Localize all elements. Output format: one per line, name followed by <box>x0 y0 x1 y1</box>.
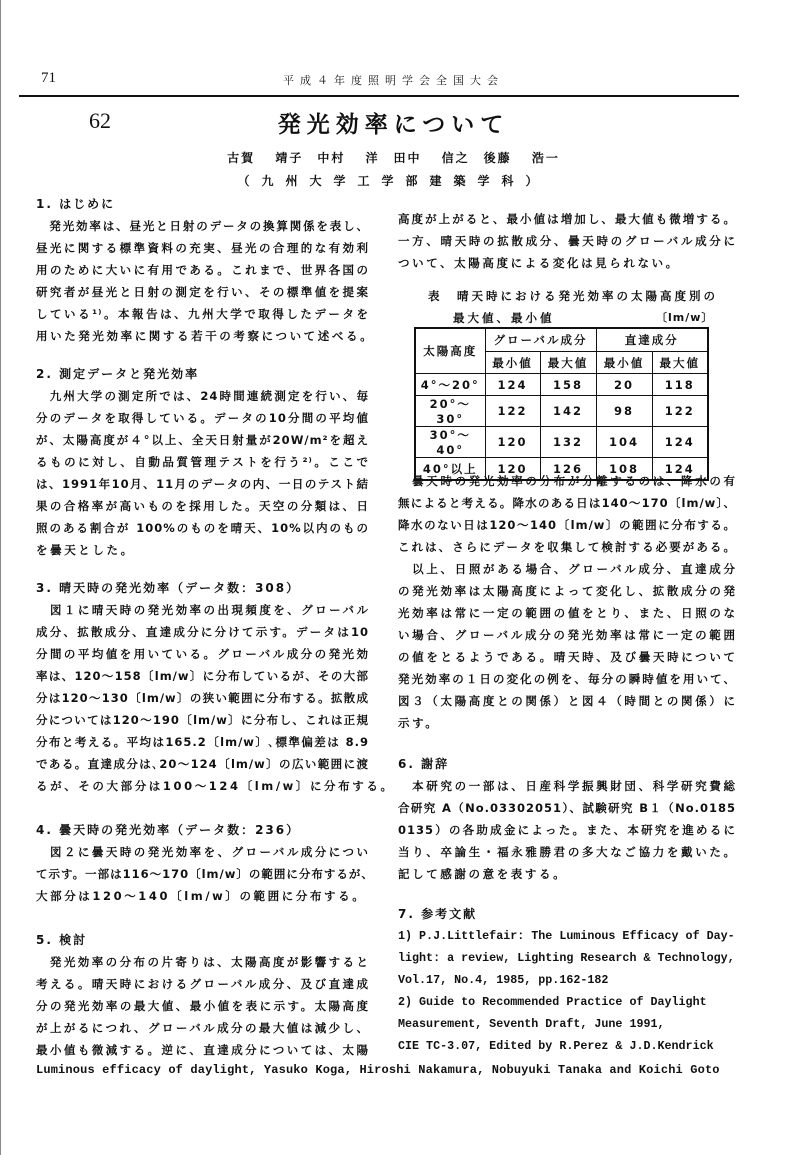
text-line: 0135）の各助成金によった。また、本研究を進めるに <box>398 823 736 837</box>
paper-title: 発光効率について <box>277 112 510 138</box>
text-line: 図１に晴天時の発光効率の出現頻度を、グローバル <box>36 603 369 617</box>
cell-g-max: 158 <box>540 374 596 396</box>
cell-altitude: 30°～40° <box>415 427 485 458</box>
text-line: 最小値も微減する。逆に、直達成分については、太陽 <box>36 1043 369 1057</box>
section-4 <box>36 819 374 907</box>
text-line: 用いた発光効率に関する若干の考察について述べる。 <box>36 329 375 343</box>
text-line: 以上、日照がある場合、グローバル成分、直達成分 <box>398 562 736 576</box>
affiliation: （九州大学工学部建築学科） <box>237 174 550 188</box>
text-line: 曇天時の発光効率の分布が分離するのは、降水の有 <box>398 474 736 488</box>
cell-g-max: 142 <box>540 396 596 427</box>
text-line: である。直達成分は､20～124〔lm/w〕の広い範囲に渡 <box>36 757 369 771</box>
efficacy-table <box>414 327 709 481</box>
text-line: 発光効率の１日の変化の例を、毎分の瞬時値を用いて、 <box>398 672 736 686</box>
cell-altitude: 40°以上 <box>415 458 485 481</box>
text-line: 分の発光効率の最大値、最小値を表に示す。太陽高度 <box>36 999 369 1013</box>
text-line: い場合、グローバル成分の発光効率は常に一定の範囲 <box>398 628 736 642</box>
text-line: 発光効率の分布の片寄りは、太陽高度が影響すると <box>36 955 369 969</box>
cell-d-max: 118 <box>652 374 708 396</box>
text-line: 図２に曇天時の発光効率を、グローバル成分につい <box>36 845 369 859</box>
header-direct: 直達成分 <box>596 328 708 352</box>
cell-d-min: 98 <box>596 396 652 427</box>
text-line: 無によると考える。降水のある日は140～170〔lm/w〕、 <box>398 496 736 510</box>
text-line: は、1991年10月、11月のデータの内、一日のテスト結 <box>36 477 369 491</box>
text-line: 用のために大いに有用である。これまで、世界各国の <box>36 263 369 277</box>
text-line: 果の合格率が高いものを採用した。天空の分類は、日 <box>36 499 369 513</box>
text-line: 合研究 A（No.03302051）、試験研究 B１（No.0185 <box>398 801 736 815</box>
table-caption: 表 晴天時における発光効率の太陽高度別の <box>428 289 718 303</box>
text-line: 昼光に関する標準資料の充実、昼光の合理的な有効利 <box>36 241 369 255</box>
text-line: 本研究の一部は、日産科学振興財団、科学研究費総 <box>398 779 736 793</box>
cell-g-min: 120 <box>485 458 540 481</box>
text-line: 光効率は常に一定の範囲の値をとり、また、日照のな <box>398 606 736 620</box>
reference-line: Vol.17, No.4, 1985, pp.162-182 <box>398 973 609 987</box>
section-5-continued <box>398 208 736 274</box>
section-1 <box>36 193 375 347</box>
text-line: が上がるにつれ、グローバル成分の最大値は減少し、 <box>36 1021 369 1035</box>
header-global: グローバル成分 <box>485 328 596 352</box>
text-line: るが、その大部分は100～124〔lm/w〕に分布する。 <box>36 779 395 793</box>
table-caption-line2: 最大値、最小値 <box>453 311 555 325</box>
cell-d-max: 122 <box>652 396 708 427</box>
authors: 古賀 靖子 中村 洋 田中 信之 後藤 浩一 <box>227 151 560 165</box>
table-unit: 〔lm/w〕 <box>656 311 714 324</box>
section-3 <box>36 577 395 797</box>
reference-line: 2) Guide to Recommended Practice of Daylight <box>398 995 707 1009</box>
header-altitude: 太陽高度 <box>415 328 485 374</box>
reference-line: 1) P.J.Littlefair: The Luminous Efficacy of Day- <box>398 929 735 943</box>
cell-d-min: 20 <box>596 374 652 396</box>
cell-g-min: 124 <box>485 374 540 396</box>
section-2 <box>36 363 369 561</box>
reference-line: Measurement, Seventh Draft, June 1991, <box>398 1017 665 1031</box>
text-line: 記して感謝の意を表する。 <box>398 867 568 881</box>
text-line: 考える。晴天時におけるグローバル成分、及び直達成 <box>36 977 369 991</box>
cell-d-min: 104 <box>596 427 652 458</box>
text-line: 高度が上がると、最小値は増加し、最大値も微増する。 <box>398 212 736 226</box>
section-7-references <box>398 903 736 1057</box>
section-heading: 2. 測定データと発光効率 <box>36 367 200 381</box>
table-row <box>415 396 708 427</box>
header-direct-min: 最小値 <box>596 352 652 374</box>
text-line: ついて、太陽高度による変化は見られない。 <box>398 256 680 270</box>
discussion-continued <box>398 470 736 734</box>
text-line: 図３（太陽高度との関係）と図４（時間との関係）に <box>398 694 736 708</box>
text-line: これは、さらにデータを収集して検討する必要がある。 <box>398 540 736 554</box>
reference-line: CIE TC-3.07, Edited by R.Perez & J.D.Kendrick <box>398 1039 714 1053</box>
text-line: 分布と考える。平均は165.2〔lm/w〕､標準偏差は 8.9 <box>36 735 369 749</box>
header-global-min: 最小値 <box>485 352 540 374</box>
conference-name: 平成４年度照明学会全国大会 <box>283 74 504 87</box>
text-line: 当り、卒論生・福永雅勝君の多大なご協力を戴いた。 <box>398 845 736 859</box>
section-heading: 5. 検討 <box>36 933 88 947</box>
section-6 <box>398 753 736 885</box>
section-heading: 3. 晴天時の発光効率（データ数：308） <box>36 581 301 595</box>
cell-g-max: 126 <box>540 458 596 481</box>
text-line: 分間の平均値を用いている。グローバル成分の発光効 <box>36 647 369 661</box>
section-5 <box>36 929 369 1061</box>
cell-d-max: 124 <box>652 458 708 481</box>
text-line: 発光効率は、昼光と日射のデータの換算関係を表し、 <box>36 219 369 233</box>
section-heading: 1. はじめに <box>36 197 116 211</box>
text-line: 研究者が昼光と日射の測定を行い、その標準値を提案 <box>36 285 369 299</box>
text-line: 成分、拡散成分、直達成分に分けて示す。データは10 <box>36 625 369 639</box>
cell-altitude: 20°～30° <box>415 396 485 427</box>
text-line: の発光効率は太陽高度によって変化し、拡散成分の発 <box>398 584 736 598</box>
text-line: している¹⁾。本報告は、九州大学で取得したデータを <box>36 307 369 321</box>
text-line: 分については120～190〔lm/w〕に分布し、これは正規 <box>36 713 369 727</box>
section-heading: 7. 参考文献 <box>398 907 478 921</box>
english-footer: Luminous efficacy of daylight, Yasuko Koga, Hiroshi Nakamura, Nobuyuki Tanaka and Koichi Goto <box>36 1063 720 1077</box>
table-row <box>415 427 708 458</box>
text-line: 大部分は120～140〔lm/w〕の範囲に分布する。 <box>36 889 367 903</box>
header-direct-max: 最大値 <box>652 352 708 374</box>
text-line: の値をとるようである。晴天時、及び曇天時について <box>398 650 736 664</box>
text-line: 示す。 <box>398 716 440 730</box>
text-line: を曇天とした。 <box>36 543 135 557</box>
table-row <box>415 374 708 396</box>
page-number: 71 <box>41 70 56 86</box>
cell-d-min: 108 <box>596 458 652 481</box>
cell-d-max: 124 <box>652 427 708 458</box>
text-line: 分のデータを取得している。データの10分間の平均値 <box>36 411 369 425</box>
cell-g-min: 120 <box>485 427 540 458</box>
text-line: 照のある割合が 100%のものを晴天、10%以内のもの <box>36 521 369 535</box>
text-line: 分は120～130〔lm/w〕の狭い範囲に分布する。拡散成 <box>36 691 369 705</box>
paper-number: 62 <box>89 108 111 133</box>
text-line: て示す。一部は116～170〔lm/w〕の範囲に分布するが、 <box>36 867 374 881</box>
header-rule <box>19 95 739 97</box>
header-global-max: 最大値 <box>540 352 596 374</box>
text-line: 降水のない日は120～140〔lm/w〕の範囲に分布する。 <box>398 518 736 532</box>
cell-g-min: 122 <box>485 396 540 427</box>
text-line: が、太陽高度が４°以上、全天日射量が20W/m²を超え <box>36 433 369 447</box>
cell-g-max: 132 <box>540 427 596 458</box>
text-line: 率は、120～158〔lm/w〕に分布しているが、その大部 <box>36 669 369 683</box>
table-header-row <box>415 328 708 352</box>
text-line: 九州大学の測定所では、24時間連続測定を行い、毎 <box>36 389 369 403</box>
section-heading: 4. 曇天時の発光効率（データ数：236） <box>36 823 301 837</box>
cell-altitude: 4°～20° <box>415 374 485 396</box>
text-line: るものに対し、自動品質管理テストを行う²⁾。ここで <box>36 455 369 469</box>
text-line: 一方、晴天時の拡散成分、曇天時のグローバル成分に <box>398 234 736 248</box>
reference-line: light: a review, Lighting Research & Technology, <box>398 951 735 965</box>
section-heading: 6. 謝辞 <box>398 757 450 771</box>
